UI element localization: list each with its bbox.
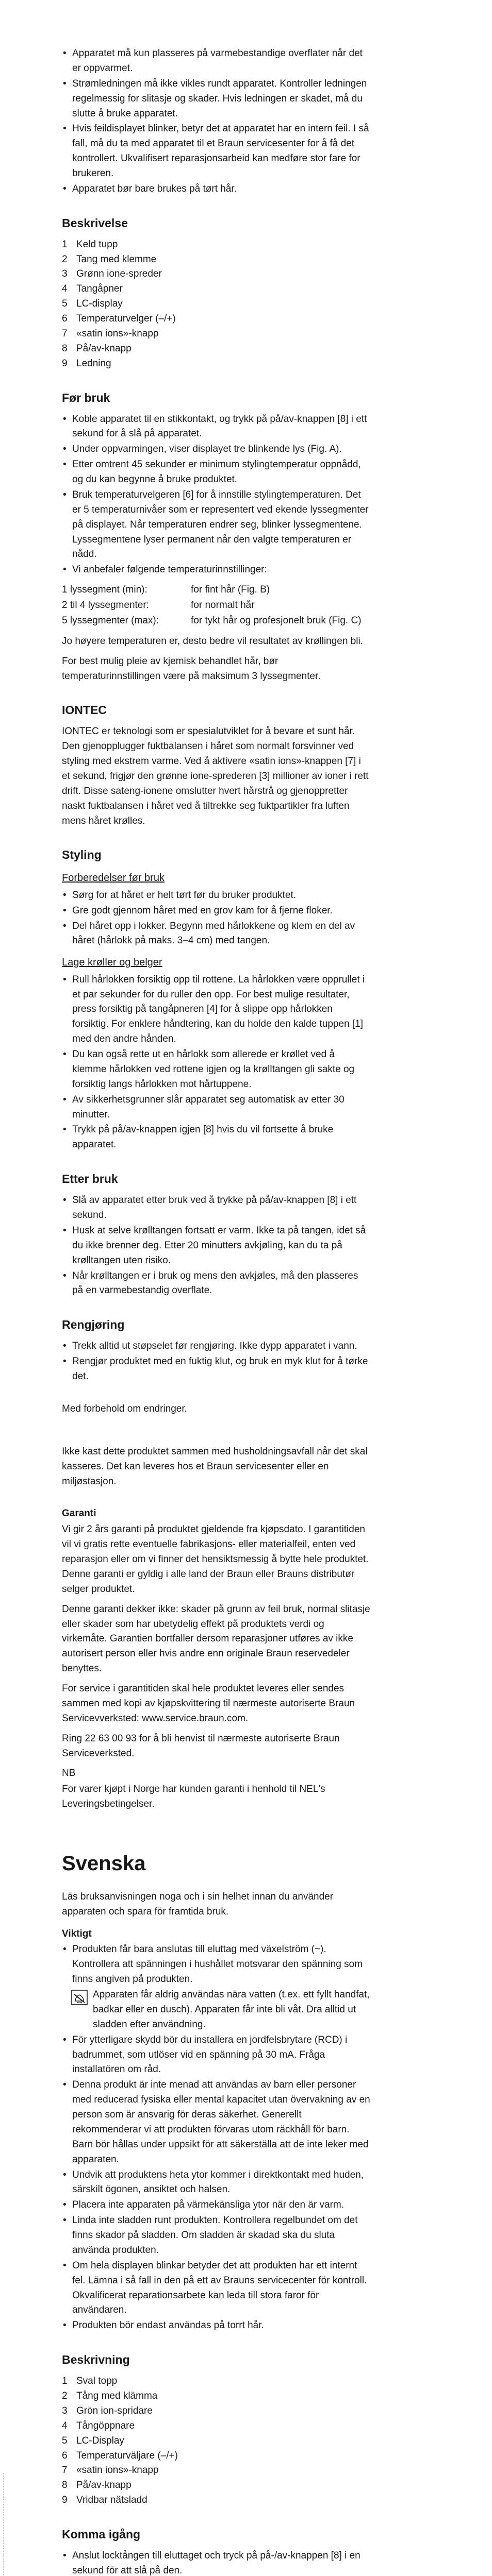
no-after-use-list <box>62 1193 371 1298</box>
list-item <box>62 2374 371 2389</box>
list-item: • Del håret opp i lokker. Begynn med hårlokkene og klem en del av håret (hårlokk på maks. 3–4 cm) med tangen. <box>62 919 371 949</box>
list-item: • Når krølltangen er i bruk og mens den avkjøles, må den plasseres på en varmebestandig overflate. <box>62 1269 371 1299</box>
part-label: Grön ion-spridare <box>76 2405 153 2416</box>
part-number: 9 <box>62 358 68 369</box>
no-intro-list <box>62 46 371 197</box>
no-change-note: Med forbehold om endringer. <box>62 1403 187 1414</box>
no-styling-subheading: Forberedelser før bruk <box>62 872 165 884</box>
list-item: • Produkten får bara anslutas till eluttag med växelström (~). Kontrollera att spänningen i hushållet motsvarar den spänning som finns angiven på produkten. <box>62 1942 371 1987</box>
part-label: Tang med klemme <box>76 253 157 265</box>
part-label: LC-display <box>76 298 123 310</box>
list-item <box>62 2478 371 2493</box>
list-item: • Slå av apparatet etter bruk ved å trykke på på/av-knappen [8] i ett sekund. <box>62 1193 371 1223</box>
part-number: 6 <box>62 2450 68 2461</box>
temp-desc: for normalt hår <box>191 600 255 611</box>
part-label: Tångöppnare <box>76 2420 135 2431</box>
list-item: • Produkten bör endast användas på torrt hår. <box>62 2318 371 2333</box>
list-item <box>62 2449 371 2464</box>
list-item: • Apparatet bør bare brukes på tørt hår. <box>62 182 371 197</box>
no-before-use-list <box>62 412 371 578</box>
list-item: • Om hela displayen blinkar betyder det att produkten har ett internt fel. Lämna i så fall in den på ett av Brauns servicecenter för kontroll. Okvalificerat reparationsarbete kan leda till stora faror för användaren. <box>62 2259 371 2318</box>
list-item: • Trekk alltid ut støpselet før rengjøring. Ikke dypp apparatet i vann. <box>62 1339 371 1354</box>
no-before-use-heading: Før bruk <box>62 391 110 404</box>
no-iontec-text: IONTEC er teknologi som er spesialutviklet for å bevare et sunt hår. Den gjenopplugger fuktbalansen i håret som normalt forsvinner ved styling med ekstrem varme. Ved å aktivere «satin ions»-knappen [7] i et sekund, frigjør den grønne ione-sprederen [3] millioner av ioner i rett drift. Disse sateng-ionene omslutter hvert hårstrå og gjenoppretter naskt fuktbalansen i håret ved å tiltrekke seg fuktpartikler fra luften mens håret krølles. <box>62 726 369 826</box>
sv-intro: Läs bruksanvisningen noga och i sin helhet innan du använder apparaten och spara för framtida bruk. <box>62 1891 334 1917</box>
part-number: 1 <box>62 239 68 250</box>
part-label: På/av-knapp <box>76 2480 132 2491</box>
list-item: • Av sikkerhetsgrunner slår apparatet seg automatisk av etter 30 minutter. <box>62 1093 371 1123</box>
list-item <box>62 2463 371 2478</box>
no-styling-list <box>62 888 371 949</box>
no-guarantee-text: For service i garantitiden skal hele produktet leveres eller sendes sammen med kopi av kjøpskvittering til nærmeste autoriserte Braun Servicevverksted: www.service.braun.com. <box>62 1683 355 1724</box>
part-number: 9 <box>62 2495 68 2506</box>
part-label: Grønn ione-spreder <box>76 268 162 280</box>
part-number: 4 <box>62 283 68 295</box>
no-iontec-heading: IONTEC <box>62 703 107 717</box>
no-temp-note: Jo høyere temperaturen er, desto bedre vil resultatet av krøllingen bli. <box>62 635 364 647</box>
list-item: • Under oppvarmingen, viser displayet tre blinkende lys (Fig. A). <box>62 442 371 457</box>
part-number: 4 <box>62 2420 68 2431</box>
no-cleaning-heading: Rengjøring <box>62 1318 125 1332</box>
list-item: • Rengjør produktet med en fuktig klut, og bruk en myk klut for å tørke det. <box>62 1354 371 1384</box>
no-curls-list <box>62 973 371 1153</box>
list-item: • Undvik att produktens heta ytor kommer i direktkontakt med huden, särskilt ögonen, ansiktet och halsen. <box>62 2168 371 2198</box>
sv-parts-list <box>62 2374 371 2508</box>
part-label: Tång med klämma <box>76 2391 158 2401</box>
list-item: • Koble apparatet til en stikkontakt, og trykk på på/av-knappen [8] i ett sekund for å slå på apparatet. <box>62 412 371 442</box>
no-water-warning-icon <box>71 1990 88 2005</box>
sv-important-heading: Viktigt <box>62 1928 92 1939</box>
list-item <box>62 2493 371 2508</box>
list-item <box>62 297 371 312</box>
part-number: 8 <box>62 2480 68 2491</box>
part-number: 7 <box>62 2465 68 2476</box>
no-nb-text: For varer kjøpt i Norge har kunden garanti i henhold til NEL's Leveringsbetingelser. <box>62 1784 325 1810</box>
sv-language-heading: Svenska <box>62 1852 146 1875</box>
list-item: • Linda inte sladden runt produkten. Kontrollera regelbundet om det finns skador på sladden. Om sladden är skadad ska du sluta använda produkten. <box>62 2213 371 2258</box>
list-item: • Strømledningen må ikke vikles rundt apparatet. Kontroller ledningen regelmessig for slitasje og skader. Hvis ledningen er skadet, må du slutte å bruke apparatet. <box>62 77 371 122</box>
part-number: 5 <box>62 2435 68 2446</box>
part-number: 1 <box>62 2376 68 2387</box>
part-label: Vridbar nätsladd <box>76 2495 147 2506</box>
list-item <box>62 267 371 282</box>
no-description-heading: Beskrivelse <box>62 216 128 230</box>
no-guarantee-text: Vi gir 2 års garanti på produktet gjeldende fra kjøpsdato. I garantitiden vil vi gratis rette eventuelle fabrikasjons- eller materialfeil, enten ved reparasjon eller om vi finner det hensiktsmessig å bytte hele produktet. Denne garanti er gyldig i alle land der Braun eller Brauns distributør selger produktet. <box>62 1524 369 1595</box>
list-item: • Husk at selve krølltangen fortsatt er varm. Ikke ta på tangen, idet så du ikke brenner deg. Etter 20 minutters avkjøling, kan du ta på krølltangen uten risiko. <box>62 1224 371 1268</box>
list-item <box>62 2419 371 2434</box>
list-item: • Bruk temperaturvelgeren [6] for å innstille stylingtemperaturen. Det er 5 temperaturnivåer som er representert ved ekende lyssegmenter på displayet. Når temperaturen endrer seg, blinker lyssegmentene. Lyssegmentene lyser permanent når den valgte temperaturen er nådd. <box>62 488 371 562</box>
list-item <box>62 2389 371 2404</box>
no-guarantee-heading: Garanti <box>62 1508 96 1519</box>
temp-level: 5 lyssegmenter (max): <box>62 615 159 626</box>
temp-desc: for tykt hår og profesjonelt bruk (Fig. C) <box>191 615 362 626</box>
part-label: LC-Display <box>76 2435 124 2446</box>
part-label: Sval topp <box>76 2376 118 2387</box>
no-temperature-table <box>62 583 371 629</box>
list-item <box>62 238 371 252</box>
list-item <box>62 312 371 327</box>
list-item: • Rull hårlokken forsiktig opp til rottene. La hårlokken være opprullet i et par sekunder for du ruller den opp. For best mulige resultater, press forsiktig på tangåpneren [4] for å slippe opp hårlokken forsiktig. For enklere håndtering, kan du holde den kalde tuppen [1] med den andre hånden. <box>62 973 371 1047</box>
no-styling-subheading: Lage krøller og belger <box>62 957 162 969</box>
margin-mark <box>3 2473 11 2576</box>
list-item: • Denna produkt är inte menad att användas av barn eller personer med reducerad fysiska eller mental kapacitet utan övervakning av en person som är ansvarig för deras säkerhet. Generellt rekommenderar vi att produkten förvaras utom räckhåll för barn. Barn bör hållas under uppsikt för att säkerställa att de inte leker med apparaten. <box>62 2078 371 2167</box>
no-guarantee-text: Ring 22 63 00 93 for å bli henvist til nærmeste autoriserte Braun Serviceverksted. <box>62 1733 340 1759</box>
sv-start-list <box>62 2549 371 2576</box>
temp-level: 2 til 4 lyssegmenter: <box>62 600 149 611</box>
temp-desc: for fint hår (Fig. B) <box>191 584 270 596</box>
no-parts-list <box>62 238 371 371</box>
list-item <box>62 2404 371 2419</box>
part-label: Tangåpner <box>76 283 123 295</box>
list-item <box>62 2434 371 2449</box>
list-item <box>62 327 371 342</box>
list-item: • Gre godt gjennom håret med en grov kam for å fjerne floker. <box>62 904 371 919</box>
list-item: • Placera inte apparaten på värmekänsliga ytor när den är varm. <box>62 2198 371 2213</box>
part-label: Keld tupp <box>76 239 118 250</box>
list-item: • Apparatet må kun plasseres på varmebestandige overflater når det er oppvarmet. <box>62 46 371 76</box>
text-column <box>62 46 371 2576</box>
part-label: Temperaturvelger (–/+) <box>76 313 176 325</box>
part-number: 8 <box>62 343 68 354</box>
part-label: Ledning <box>76 358 111 369</box>
warning-text: Apparaten får aldrig användas nära vatten (t.ex. ett fyllt handfat, badkar eller en dusch). Apparaten får inte bli våt. Dra alltid ut sladden efter användning. <box>93 1989 370 2030</box>
no-styling-heading: Styling <box>62 848 102 862</box>
no-cleaning-list <box>62 1339 371 1384</box>
sv-important-list <box>62 1942 371 2333</box>
part-number: 3 <box>62 2405 68 2416</box>
list-item <box>62 342 371 357</box>
list-item: • Sørg for at håret er helt tørt før du bruker produktet. <box>62 888 371 903</box>
list-item-warning <box>62 1988 371 2032</box>
part-label: På/av-knapp <box>76 343 132 354</box>
no-disposal-text: Ikke kast dette produktet sammen med husholdningsavfall når det skal kasseres. Det kan leveres hos et Braun servicesenter eller en miljøstasjon. <box>62 1446 368 1487</box>
list-item: • Etter omtrent 45 sekunder er minimum stylingtemperatur oppnådd, og du kan begynne å bruke produktet. <box>62 457 371 487</box>
list-item: • För ytterligare skydd bör du installera en jordfelsbrytare (RCD) i badrummet, som utlöser vid en spänning på 30 mA. Fråga installatören om råd. <box>62 2033 371 2078</box>
part-number: 6 <box>62 313 68 325</box>
list-item: • Du kan også rette ut en hårlokk som allerede er krøllet ved å klemme hårlokken ved rottene igjen og la krølltangen gli sakte og forsiktig langs hårlokken mot hårtuppene. <box>62 1047 371 1092</box>
no-nb-heading: NB <box>62 1768 76 1779</box>
part-number: 2 <box>62 2391 68 2401</box>
no-temp-note: For best mulig pleie av kjemisk behandlet hår, bør temperaturinnstillingen være på maksimum 3 lyssegmenter. <box>62 655 321 682</box>
part-label: «satin ions»-knapp <box>76 328 159 339</box>
list-item: • Hvis feildisplayet blinker, betyr det at apparatet har en intern feil. I så fall, må du ta med apparatet til et Braun servicesenter for å få det kontrollert. Ukvalifisert reparasjonsarbeid kan medføre stor fare for brukeren. <box>62 122 371 181</box>
part-number: 7 <box>62 328 68 339</box>
part-number: 5 <box>62 298 68 310</box>
no-after-use-heading: Etter bruk <box>62 1172 118 1186</box>
list-item: • Vi anbefaler følgende temperaturinnstillinger: <box>62 563 371 578</box>
list-item <box>62 357 371 371</box>
no-guarantee-text: Denne garanti dekker ikke: skader på grunn av feil bruk, normal slitasje eller skader som har ubetydelig effekt på produktets verdi og virkemåte. Garantien bortfaller dersom reparasjoner utføres av ikke autorisert person eller hvis andre enn originale Braun reservedeler benyttes. <box>62 1603 370 1674</box>
sv-start-heading: Komma igång <box>62 2528 141 2541</box>
part-number: 2 <box>62 253 68 265</box>
list-item: • Trykk på på/av-knappen igjen [8] hvis du vil fortsette å bruke apparatet. <box>62 1123 371 1153</box>
temp-level: 1 lyssegment (min): <box>62 584 147 596</box>
list-item <box>62 282 371 297</box>
list-item: • Anslut locktången till eluttaget och tryck på på-/av-knappen [8] i en sekund för att slå på den. <box>62 2549 371 2576</box>
part-number: 3 <box>62 268 68 280</box>
part-label: «satin ions»-knapp <box>76 2465 159 2476</box>
part-label: Temperaturväljare (–/+) <box>76 2450 178 2461</box>
list-item <box>62 252 371 267</box>
sv-description-heading: Beskrivning <box>62 2353 130 2367</box>
